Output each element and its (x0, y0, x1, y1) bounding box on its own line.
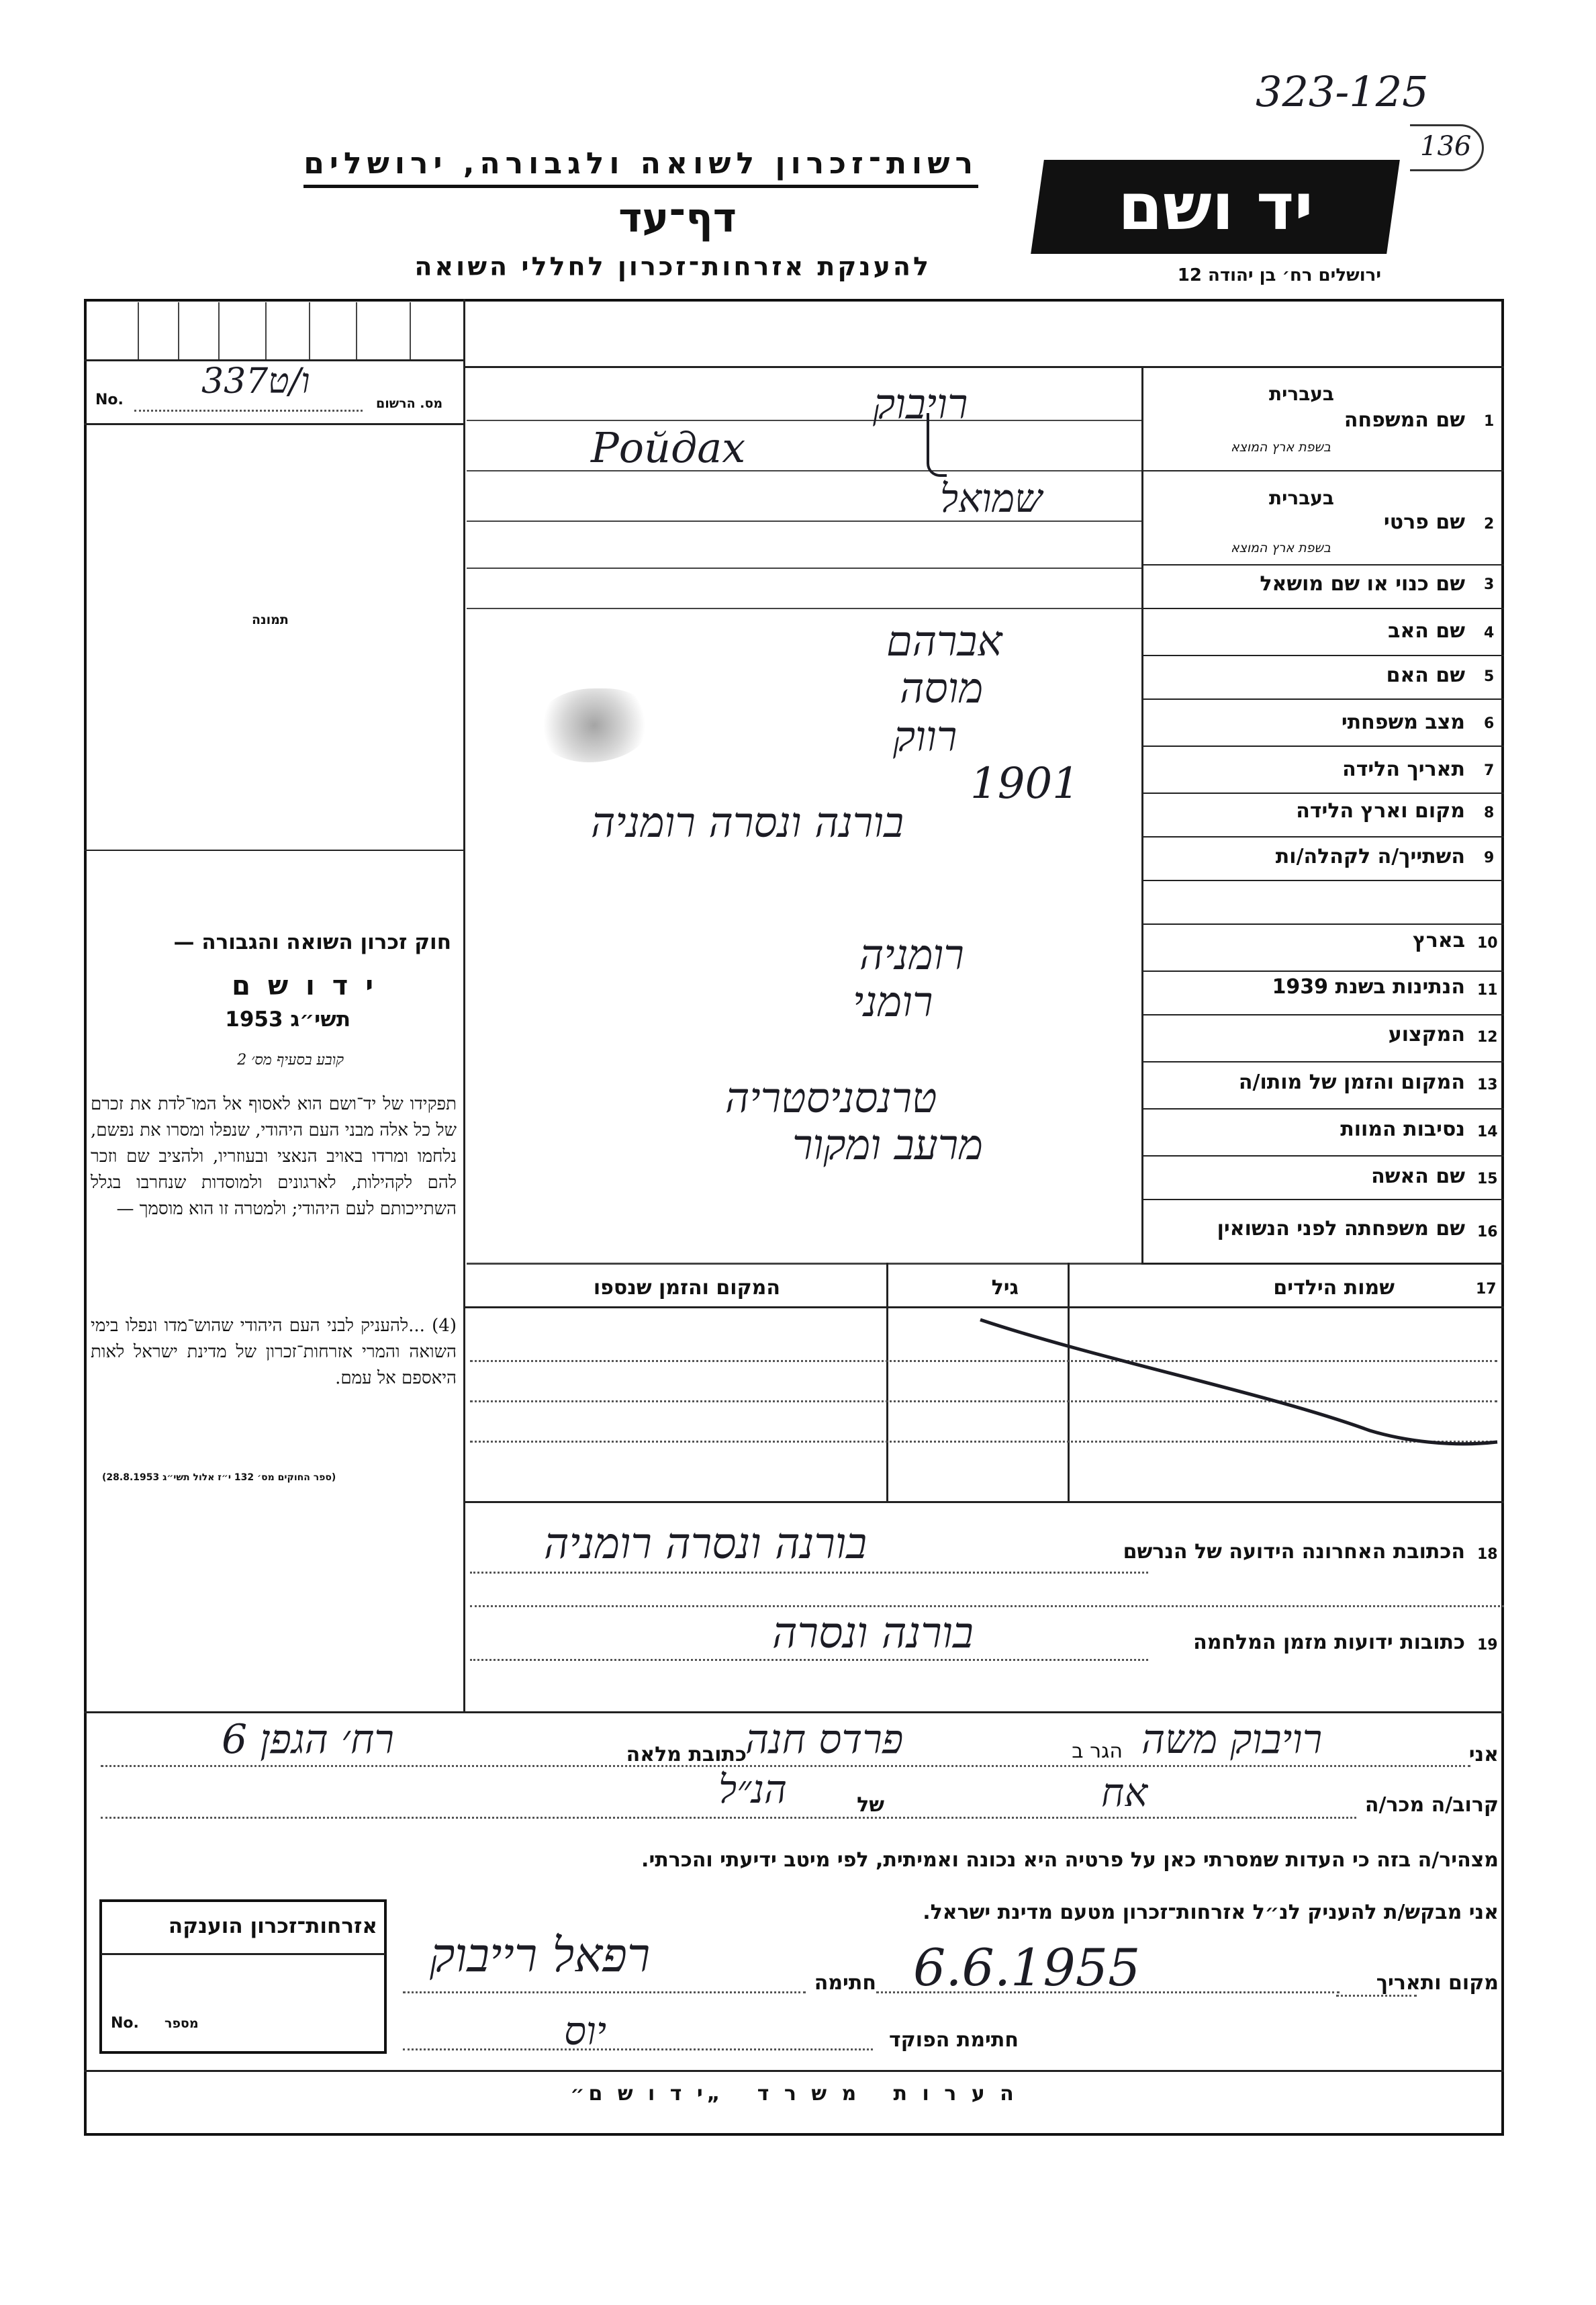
decl-statement: מצהיר/ה בזה כי העדות שמסרתי כאן על פרטיה היא נכונה ואמיתית, לפי מיטב ידיעתי והכרתי. (641, 1848, 1499, 1872)
field-8-number: 8 (1484, 805, 1495, 821)
field-2-sub-origin: בשפת ארץ המוצא (1230, 541, 1331, 555)
logo-address: ירושלים רח׳ בן יהודה 12 (1177, 265, 1381, 285)
field-3-label: שם כנוי או שם מושאל (1260, 572, 1465, 596)
field-15-number: 15 (1477, 1171, 1498, 1187)
decl-of-value: הנ״ל (718, 1766, 788, 1812)
reg-no-value: 337ו/ט (201, 361, 310, 402)
decl-resides-label: הגר ב (1072, 1739, 1123, 1763)
field-1-number: 1 (1484, 413, 1495, 430)
field-4-number: 4 (1484, 625, 1495, 641)
children-col-age: גיל (991, 1276, 1019, 1300)
field-4-value: אברהם (886, 617, 1002, 666)
law-heading: חוק זכרון השואה והגבורה — (173, 930, 451, 954)
law-year: תשי״ג 1953 (225, 1007, 350, 1032)
field-5-number: 5 (1484, 668, 1495, 685)
field-7-number: 7 (1484, 762, 1495, 779)
law-source: (ספר החוקים מס׳ 132 י״ז אלול תשי״ג 28.8.1953) (102, 1472, 336, 1483)
field-2-label: שם פרטי (1383, 510, 1465, 534)
decl-relative-label: קרוב/ה מכר/ה (1364, 1793, 1499, 1817)
photo-label: תמונה (252, 613, 289, 627)
form-subtitle: להענקת אזרחות־זכרון לחללי השואה (414, 252, 931, 281)
yad-vashem-logo (1031, 160, 1400, 254)
field-1-value-hebrew: רויבוק (873, 379, 968, 428)
field-18-value: בורנה ונסרה רומניה (544, 1519, 867, 1569)
field-9-number: 9 (1484, 850, 1495, 866)
decl-full-address-label: כתובת מלאה (626, 1743, 747, 1766)
field-5-value: מוסה (900, 664, 984, 713)
logo-text: יד ושם (1117, 169, 1313, 244)
field-7-label: תאריך הלידה (1342, 758, 1465, 781)
law-paragraph-1: תפקידו של יד־ושם הוא לאסוף אל המו־לדת את זכרם של כל אלה מבני העם היהודי, שנפלו ומסרו את נפשם, נלחמו ומרדו באויב הנאצי ובעוזריו, ולהציב שם וזכר להם לקהילות, לארגונים ולמוסדות שנחרבו בגלל השתייכותם לעם היהודי; ולמטרה זו הוא מוסמך — (91, 1094, 457, 1219)
field-10-label: בארץ (1412, 929, 1465, 952)
decl-city-value: פרדס חנה (745, 1716, 904, 1763)
field-19-number: 19 (1477, 1637, 1498, 1654)
field-12-number: 12 (1477, 1029, 1498, 1046)
field-11-label: הנתינות בשנת 1939 (1272, 975, 1465, 999)
decl-name-value: רויבוק משה (1141, 1716, 1323, 1763)
field-14-value: מרעב ומקור (792, 1120, 983, 1169)
field-1-sub-origin: בשפת ארץ המוצא (1230, 440, 1331, 455)
law-section: קובע בסעיף מס׳ 2 (237, 1052, 344, 1069)
field-6-value: רווק (893, 712, 957, 761)
field-15-label: שם האשה (1371, 1165, 1465, 1188)
children-strike-line (967, 1313, 1504, 1447)
field-17-number: 17 (1476, 1281, 1497, 1298)
decl-date-value: 6.6.1955 (913, 1938, 1141, 1997)
stamp-box-number-prefix: No. (111, 2015, 139, 2032)
field-14-label: נסיבות המוות (1340, 1118, 1465, 1141)
field-16-label: שם משפחתה לפני הנשואין (1217, 1217, 1465, 1240)
field-1-label: שם המשפחה (1344, 408, 1465, 432)
page-mark: 136 (1420, 131, 1472, 162)
field-14-number: 14 (1477, 1124, 1498, 1140)
field-1-bracket (927, 413, 947, 477)
children-col-place: המקום והזמן שנספו (593, 1276, 780, 1300)
field-18-number: 18 (1477, 1546, 1498, 1563)
decl-signature-label: חתימה (814, 1971, 876, 1995)
decl-relation-value: אח (1101, 1770, 1148, 1815)
decl-address-value: רח׳ הגפן 6 (222, 1716, 394, 1763)
field-19-value: בורנה ונסרה (772, 1609, 974, 1658)
stamp-box-number-label: מספר (165, 2016, 199, 2031)
decl-signature-value: רפאל רייבוק (430, 1928, 651, 1983)
field-8-value: בורנה ונסרה רומניה (591, 798, 904, 847)
decl-i-label: אני (1468, 1743, 1499, 1766)
field-13-label: המקום והזמן של מותו/ה (1238, 1071, 1465, 1094)
field-11-value: רומני (853, 977, 933, 1026)
field-1-value-origin: Ройдах (591, 423, 746, 472)
field-2-number: 2 (1484, 516, 1495, 533)
field-6-number: 6 (1484, 715, 1495, 732)
reg-no-label: מס. הרשום (376, 396, 443, 411)
office-notes: ה ע ר ו ת מ ש ר ד „י ד ו ש ם״ (570, 2082, 1018, 2106)
field-10-value: רומניה (859, 930, 964, 979)
authority-name: רשות־זכרון לשואה ולגבורה, ירושלים (303, 146, 978, 188)
field-1-sub-hebrew: בעברית (1268, 383, 1334, 405)
field-8-label: מקום וארץ הלידה (1296, 799, 1465, 823)
decl-request: אני מבקש/ת להעניק לנ״ל אזרחות־זכרון מטעם מדינת ישראל. (923, 1901, 1499, 1924)
field-2-sub-hebrew: בעברית (1268, 487, 1334, 509)
decl-of-label: של (857, 1793, 884, 1817)
field-2-value-hebrew: שמואל (940, 476, 1043, 521)
decl-officer-label: חתימת הפוקד (889, 2028, 1019, 2052)
field-9-label: השתייך/ה לקהלה/ות (1275, 845, 1465, 868)
field-18-label: הכתובת האחרונה הידועה של הנרשם (1123, 1540, 1465, 1564)
field-10-number: 10 (1477, 935, 1498, 952)
form-title: דף־עד (618, 195, 737, 242)
law-name: י ד ו ש ם (232, 970, 377, 1001)
children-col-names: שמות הילדים (1273, 1276, 1395, 1300)
stamp-box-title: אזרחות־זכרון הוענקה (168, 1914, 377, 1938)
decl-officer-value: יוס (564, 2008, 607, 2054)
field-4-label: שם האב (1388, 619, 1465, 643)
field-12-label: המקצוע (1388, 1023, 1465, 1046)
field-16-number: 16 (1477, 1224, 1498, 1240)
field-11-number: 11 (1477, 982, 1498, 999)
reference-number: 323-125 (1256, 67, 1429, 116)
field-7-value: 1901 (970, 759, 1080, 809)
decl-place-date-label: מקום ותאריך (1376, 1971, 1499, 1995)
reg-no-prefix: No. (95, 392, 124, 408)
field-6-label: מצב משפחתי (1341, 711, 1465, 734)
field-5-label: שם האם (1386, 664, 1465, 687)
field-3-number: 3 (1484, 576, 1495, 593)
page-mark-circle (1410, 124, 1484, 171)
field-19-label: כתובות ידועות מזמן המלחמה (1193, 1631, 1465, 1654)
field-13-number: 13 (1477, 1077, 1498, 1093)
law-paragraph-2: (4) ...להעניק לבני העם היהודי שהוש־מדו ונפלו בימי השואה והמרי אזרחות־זכרון של מדינת ישראל לאות היאספם אל עמם. (91, 1316, 457, 1388)
field-13-value: טרנסניסטריה (725, 1073, 937, 1122)
